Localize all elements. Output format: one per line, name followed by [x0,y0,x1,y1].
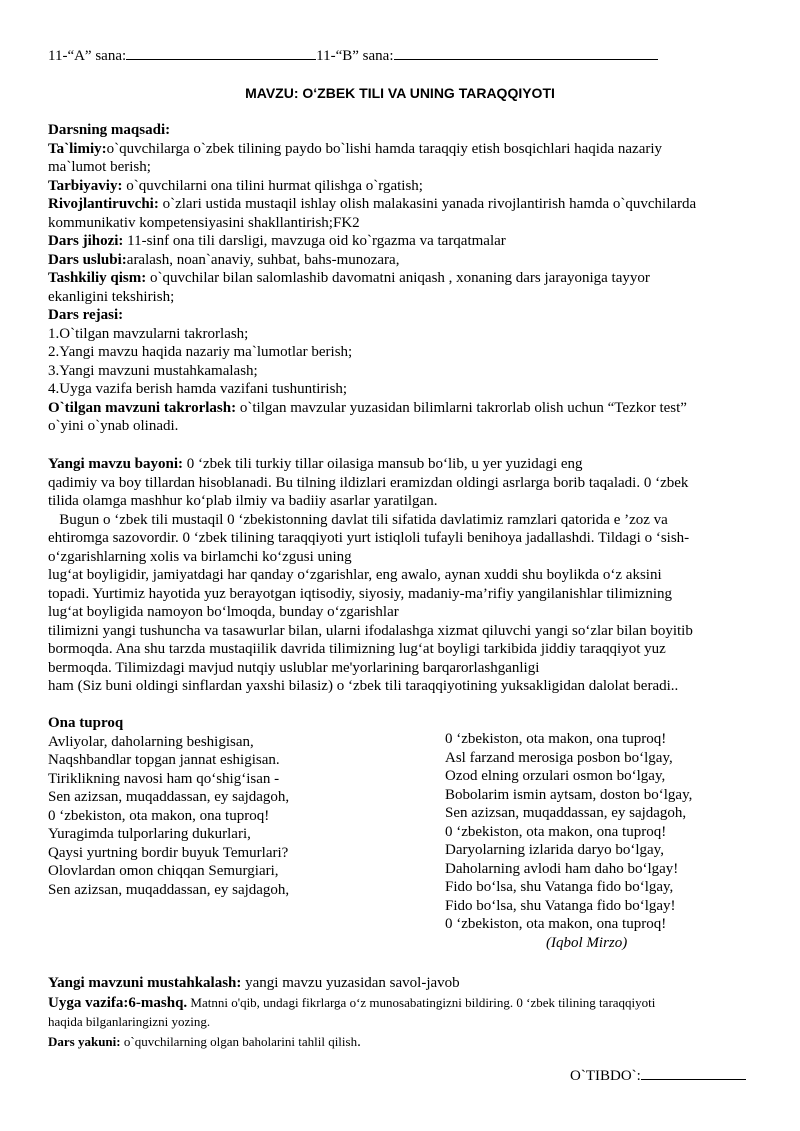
review-text-cont: o`yini o`ynab olinadi. [48,418,179,434]
homework-label: Uyga vazifa:6-mashq. [48,994,188,1011]
jihozi-text: 11-sinf ona tili darsligi, mavzuga oid ko`rgazma va tarqatmalar [123,233,506,249]
reinforcement-label: Yangi mavzuni mustahkalash: [48,975,242,991]
poem-line: Daryolarning izlarida daryo bo‘lgay, [445,842,664,858]
homework-text: Matnni o'qib, undagi fikrlarga o‘z munosabatingizni bildiring. 0 ‘zbek tilining taraqqiyoti [187,994,656,1010]
poem-line: Tiriklikning navosi ham qo‘shig‘isan - [48,770,280,787]
poem-line: 0 ‘zbekiston, ota makon, ona tuproq! [445,731,667,747]
homework-text-cont: haqida bilganlaringizni yozing. [48,1013,211,1029]
reinforcement-text: yangi mavzu yuzasidan savol-javob [241,975,460,991]
talimiy-text: o`quvchilarga o`zbek tilining paydo bo`lishi hamda taraqqiy etish bosqichlari haqida nazariy [106,140,663,157]
uslubi-text: aralash, noan`anaviy, suhbat, bahs-munozara, [126,251,400,268]
new-topic-line: ham (Siz buni oldingi sinflardan yaxshi bilasiz) o ‘zbek tili taraqqiyotining yuksakligidan dalolat beradi.. [48,678,679,694]
new-topic-label: Yangi mavzu bayoni: [48,456,184,472]
poem-right-column [445,730,692,952]
tashkiliy-text-cont: ekanligini tekshirish; [48,288,175,305]
date-header [48,47,658,66]
tashkiliy-label: Tashkiliy qism: [48,270,147,286]
poem-line: Sen azizsan, muqaddassan, ey sajdagoh, [445,805,687,821]
rivojlantiruvchi-label: Rivojlantiruvchi: [48,196,159,212]
class-b-date-blank [394,47,658,60]
new-topic-line: tilimizni yangi tushuncha va tasawurlar bilan, ularni ifodalashga xizmat qiluvchi yangi so‘zlar bilan boyitib [48,622,693,639]
poem-line: Sen azizsan, muqaddassan, ey sajdagoh, [48,881,290,898]
lesson-summary-period: . [357,1033,361,1050]
poem-line: Sen azizsan, muqaddassan, ey sajdagoh, [48,789,290,805]
poem-title: Ona tuproq [48,715,124,731]
lesson-summary-label: Dars yakuni: [48,1033,121,1049]
poem-line: Fido bo‘lsa, shu Vatanga fido bo‘lgay! [445,897,676,914]
new-topic-line: bormoqda. Ana shu tarzda mustaqiilik davrida tilimizning lug‘at boyligi tarkibida jiddiy taraqqiyot yuz [48,641,666,657]
signature-line [570,1067,746,1086]
poem-line: 0 ‘zbekiston, ota makon, ona tuproq! [48,807,270,824]
talimiy-text-cont: ma`lumot berish; [48,159,151,175]
poem-line: Olovlardan omon chiqqan Semurgiari, [48,863,279,879]
new-topic-line: qadimiy va boy tillardan hisoblanadi. Bu tilning ildizlari eramizdan oldingi asrlarga borib taqaladi. 0 ‘zbek [48,474,689,491]
new-topic-section [48,455,748,696]
plan-heading: Dars rejasi: [48,307,124,323]
jihozi-label: Dars jihozi: [48,233,124,249]
poem-line: Yuragimda tulporlaring dukurlari, [48,826,251,842]
new-topic-line: ehtiromga sazovordir. 0 ‘zbek tilining taraqqiyoti yurt istiqloli tufayli benihoya jadallashdi. Tildagi o ‘sish- [48,530,690,546]
new-topic-line: Bugun o ‘zbek tili mustaqil 0 ‘zbekistonning davlat tili sifatida davlatimiz ramzlari qatorida e ’zoz va [48,511,668,528]
poem-line: Bobolarim ismin aytsam, doston bo‘lgay, [445,786,693,803]
new-topic-line: lug‘at boyligida namoyon bo‘lmoqda, bunday o‘zgarishlar [48,604,399,620]
new-topic-line: bermoqda. Tilimizdagi mavjud nutqiy uslublar me'yorlarining barqarorlashganligi [48,659,540,676]
poem-line: 0 ‘zbekiston, ota makon, ona tuproq! [445,916,667,932]
poem-line: Asl farzand merosiga posbon bo‘lgay, [445,749,673,766]
poem-line: Fido bo‘lsa, shu Vatanga fido bo‘lgay, [445,879,674,895]
poem-line: 0 ‘zbekiston, ota makon, ona tuproq! [445,823,667,840]
class-a-date-blank [126,47,316,60]
new-topic-line: topadi. Yurtimiz hayotida yuz berayotgan iqtisodiy, siyosiy, madaniy-ma’rifiy yangilanishlar tilimizning [48,585,673,602]
poem-line: Ozod elning orzulari osmon bo‘lgay, [445,768,666,784]
new-topic-line: lug‘at boyligidir, jamiyatdagi har qanday o‘zgarishlar, eng awalo, aynan xuddi shu boylikda o‘z aksini [48,567,662,583]
poem-line: Daholarning avlodi ham daho bo‘lgay! [445,860,679,877]
tashkiliy-text: o`quvchilar bilan salomlashib davomatni aniqash , xonaning dars jarayoniga tayyor [146,270,650,286]
plan-item: 4.Uyga vazifa berish hamda vazifani tushuntirish; [48,381,348,397]
class-a-date-label: 11-“A” sana: [48,48,127,64]
goals-section [48,121,748,436]
new-topic-line: o‘zgarishlarning xolis va birlamchi ko‘zgusi uning [48,548,352,565]
poem-line: Avliyolar, daholarning beshigisan, [48,733,254,750]
poem-line: Naqshbandlar topgan jannat eshigisan. [48,752,280,768]
goals-heading: Darsning maqsadi: [48,122,171,138]
poem-author: (Iqbol Mirzo) [546,934,628,951]
new-topic-line: tilida olamga mashhur ko‘plab ilmiy va badiiy asarlar yaratilgan. [48,493,438,509]
tarbiyaviy-label: Tarbiyaviy: [48,177,123,194]
review-text: o`tilgan mavzular yuzasidan bilimlarni takrorlab olish uchun “Tezkor test” [236,399,687,416]
rivojlantiruvchi-text-cont: kommunikativ kompetensiyasini shakllantirish;FK2 [48,214,360,231]
rivojlantiruvchi-text: o`zlari ustida mustaqil ishlay olish malakasini yanada rivojlantirish hamda o`quvchilarda [158,196,697,212]
lesson-summary-text: o`quvchilarning olgan baholarini tahlil qilish [120,1033,358,1049]
page-title: MAVZU: O‘ZBEK TILI VA UNING TARAQQIYOTI [245,85,555,101]
plan-item: 2.Yangi mavzu haqida nazariy ma`lumotlar berish; [48,344,353,360]
tarbiyaviy-text: o`quvchilarni ona tilini hurmat qilishga o`rgatish; [122,177,423,194]
signature-label: O`TIBDO`: [570,1068,641,1084]
uslubi-label: Dars uslubi: [48,251,127,268]
class-b-date-label: 11-“B” sana: [316,48,394,64]
new-topic-text: 0 ‘zbek tili turkiy tillar oilasiga mansub bo‘lib, u yer yuzidagi eng [183,456,583,472]
signature-blank [641,1067,746,1080]
plan-item: 1.O`tilgan mavzularni takrorlash; [48,325,249,342]
plan-item: 3.Yangi mavzuni mustahkamalash; [48,362,258,379]
poem-line: Qaysi yurtning bordir buyuk Temurlari? [48,844,289,861]
review-label: O`tilgan mavzuni takrorlash: [48,399,237,416]
poem-left-column [48,714,289,899]
closing-section [48,974,748,1051]
talimiy-label: Ta`limiy: [48,140,107,157]
